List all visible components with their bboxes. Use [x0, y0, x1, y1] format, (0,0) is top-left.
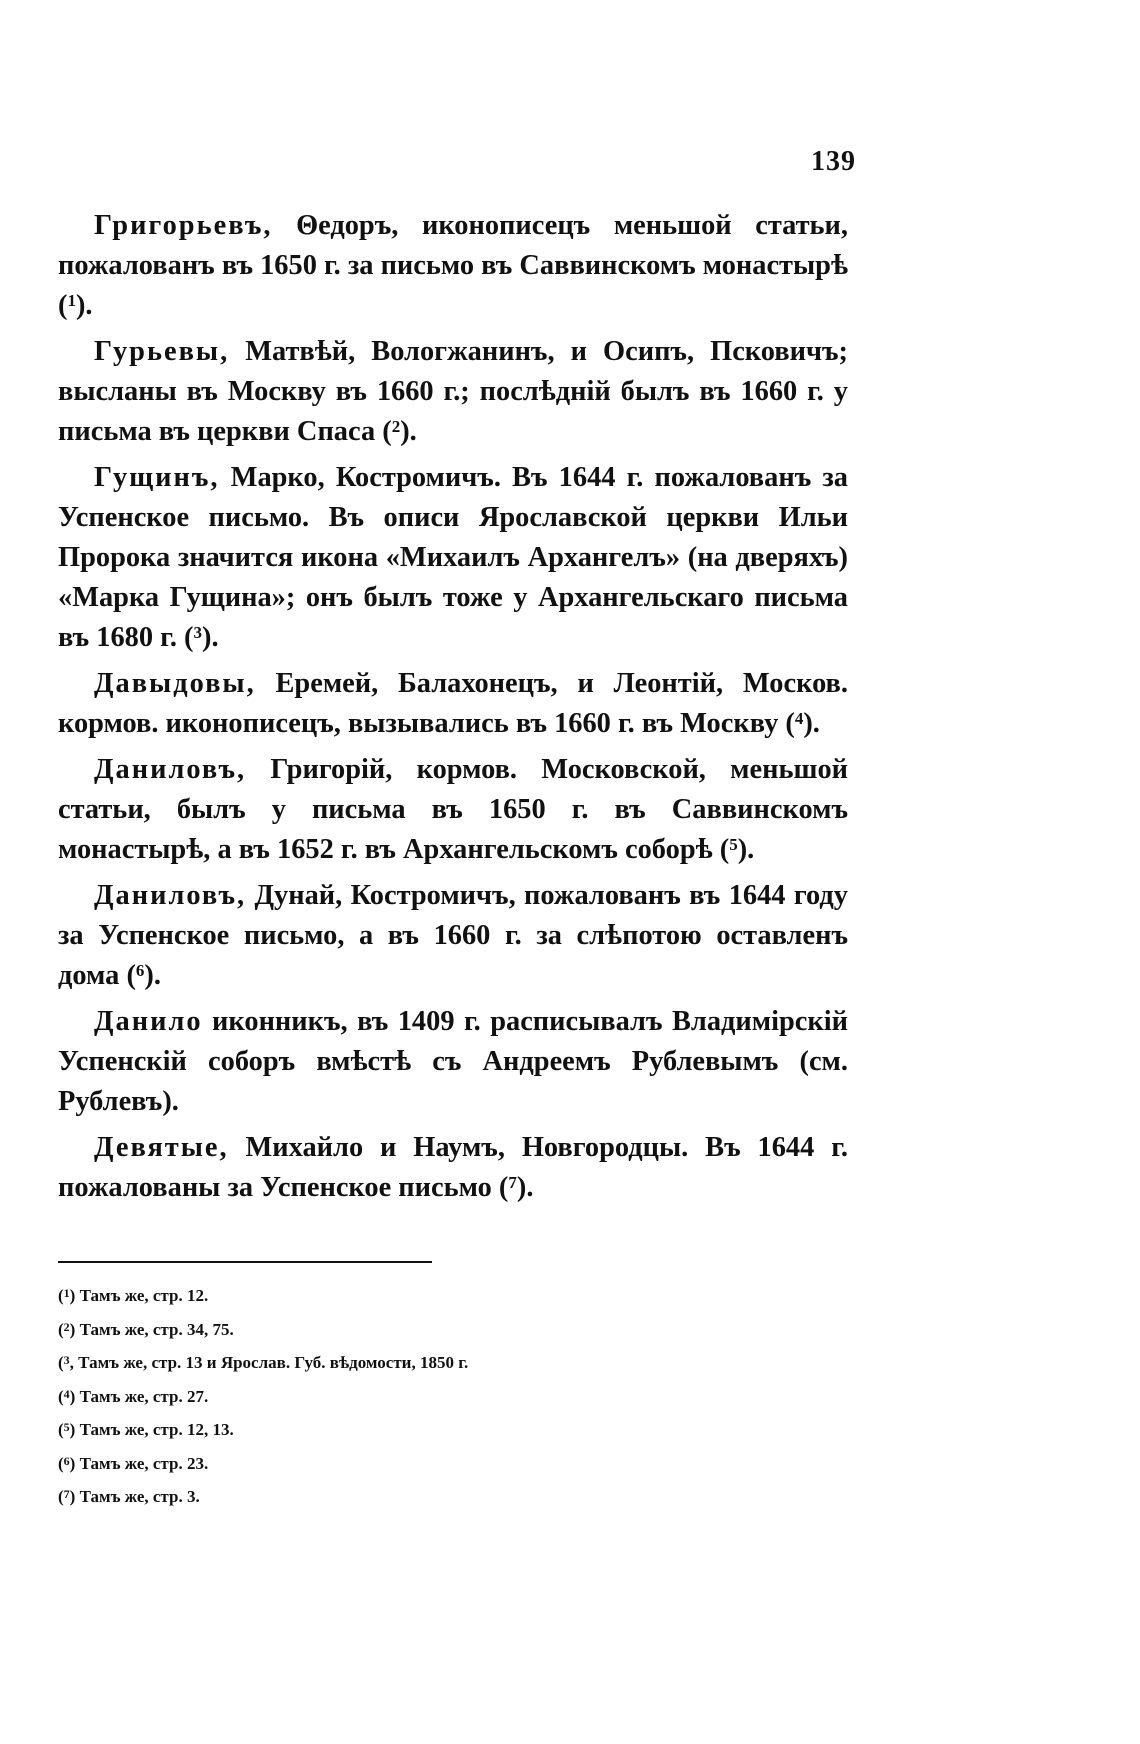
- footnote: ($^2$) Тамъ же, стр. 34, 75.: [58, 1319, 234, 1339]
- entry-head: Гурьевы,: [94, 336, 230, 367]
- note-ref: 3: [193, 623, 202, 642]
- entry-tail: ).: [803, 708, 820, 739]
- entry: [58, 1128, 848, 1208]
- page-number: 139: [811, 146, 856, 177]
- entry-text: Марко, Костромичъ. Въ 1644 г. пожалованъ за Успенское письмо. Въ описи Ярославской церкви Ильи Пророка значится икона «Михаилъ Архангелъ» (на дверяхъ) «Марка Гущина»; онъ былъ тоже у Архангельскаго письма въ 1680 г. (: [58, 462, 848, 653]
- entry: [58, 750, 848, 870]
- entries-list: [58, 206, 848, 1214]
- entry-head: Давыдовы,: [94, 668, 256, 699]
- footnote-text: ) Тамъ же, стр. 3.: [69, 1487, 200, 1506]
- note-ref: 6: [135, 961, 145, 980]
- footnote-mark: 6: [63, 1453, 70, 1468]
- entry: [58, 458, 848, 658]
- footnote-text: ) Тамъ же, стр. 34, 75.: [69, 1319, 234, 1339]
- footnote: ($^5$) Тамъ же, стр. 12, 13.: [58, 1420, 234, 1439]
- footnote: ($^7$) Тамъ же, стр. 3.: [58, 1487, 200, 1506]
- entry-tail: ).: [144, 960, 161, 991]
- entry-head: Данило: [94, 1006, 203, 1037]
- entry-text: Григорiй, кормов. Московской, меньшой статьи, былъ у письма въ 1650 г. въ Саввинскомъ монастырѣ, а въ 1652 г. въ Архангельскомъ соборѣ (: [58, 754, 848, 865]
- note-ref: 5: [729, 835, 738, 854]
- footnote: ($^4$) Тамъ же, стр. 27.: [58, 1386, 209, 1406]
- entry-tail: ).: [400, 416, 417, 447]
- entry-tail: ).: [737, 834, 755, 865]
- entry-text: Θедоръ, иконописецъ меньшой статьи, пожалованъ въ 1650 г. за письмо въ Саввинскомъ монастырѣ (: [58, 210, 848, 321]
- entry: [58, 206, 848, 326]
- entry-head: Девятые,: [94, 1132, 229, 1163]
- entry: [58, 1002, 848, 1122]
- entry-text: иконникъ, въ 1409 г. расписывалъ Владимiрскiй Успенскiй соборъ вмѣстѣ съ Андреемъ Рублевымъ (см. Рублевъ).: [58, 1006, 848, 1117]
- entry-text: Матвѣй, Вологжанинъ, и Осипъ, Псковичъ; высланы въ Москву въ 1660 г.; послѣднiй былъ въ 1660 г. у письма въ церкви Спаса (: [58, 336, 848, 447]
- entry-tail: ).: [202, 622, 219, 653]
- note-ref: 7: [508, 1173, 517, 1192]
- footnote-mark: 1: [63, 1286, 70, 1300]
- note-ref: 2: [391, 417, 401, 436]
- entry: [58, 664, 848, 744]
- entry-head: Григорьевъ,: [94, 210, 273, 241]
- footnote-text: ) Тамъ же, стр. 12, 13.: [69, 1420, 234, 1439]
- entry-head: Даниловъ,: [94, 880, 247, 911]
- note-ref: 1: [67, 291, 76, 310]
- entry-text: Михайло и Наумъ, Новгородцы. Въ 1644 г. пожалованы за Успенское письмо (: [58, 1132, 848, 1203]
- entry-head: Гущинъ,: [94, 462, 220, 493]
- footnote: ($^3$, Тамъ же, стр. 13 и Ярослав. Губ. вѣдомости, 1850 г.: [58, 1353, 469, 1372]
- footnote-text: ) Тамъ же, стр. 27.: [69, 1386, 209, 1406]
- footnote-text: ) Тамъ же, стр. 12.: [69, 1286, 209, 1305]
- footnote: ($^1$) Тамъ же, стр. 12.: [58, 1286, 209, 1305]
- note-ref: 4: [794, 709, 804, 728]
- footnote-mark: 3: [63, 1353, 70, 1367]
- entry: [58, 332, 848, 452]
- footnote: ($^6$) Тамъ же, стр. 23.: [58, 1453, 209, 1473]
- entry-text: Дунай, Костромичъ, пожалованъ въ 1644 году за Успенское письмо, а въ 1660 г. за слѣпотою оставленъ дома (: [58, 880, 848, 991]
- footnote-mark: 7: [63, 1487, 70, 1501]
- entry-tail: ).: [516, 1172, 534, 1203]
- footnote-mark: 2: [63, 1319, 70, 1334]
- footnote-text: , Тамъ же, стр. 13 и Ярослав. Губ. вѣдомости, 1850 г.: [69, 1353, 469, 1372]
- entry-tail: ).: [75, 290, 93, 321]
- entry-text: Еремей, Балахонецъ, и Леонтiй, Москов. кормов. иконописецъ, вызывались въ 1660 г. въ Москву (: [58, 668, 848, 739]
- footnote-text: ) Тамъ же, стр. 23.: [69, 1453, 209, 1473]
- entry-head: Даниловъ,: [94, 754, 247, 785]
- footnote-divider: [58, 1261, 432, 1263]
- footnote-mark: 4: [63, 1386, 70, 1401]
- entry: [58, 876, 848, 996]
- footnote-mark: 5: [63, 1420, 70, 1434]
- footnotes-list: [58, 1278, 758, 1513]
